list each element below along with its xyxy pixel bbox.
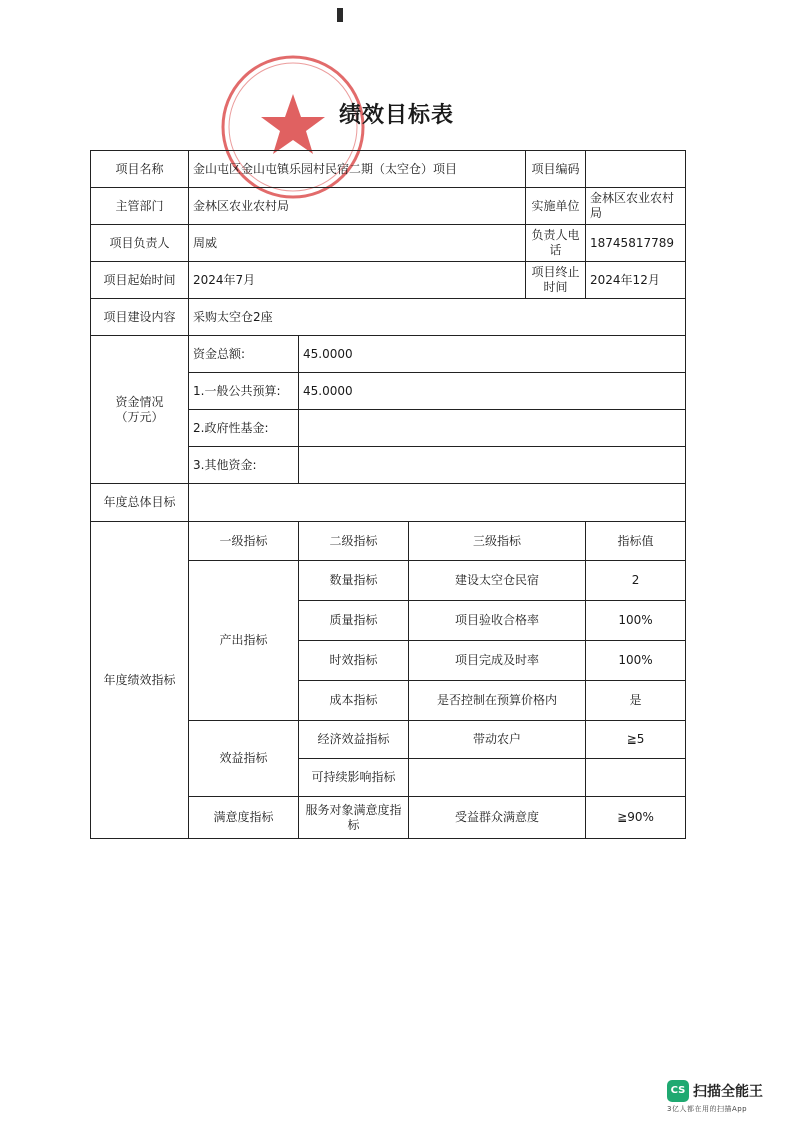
indicator-l3: 受益群众满意度 (409, 797, 586, 839)
indicator-value: 是 (586, 681, 686, 721)
indicator-l2: 质量指标 (299, 601, 409, 641)
funds-row-value (299, 447, 686, 484)
indicator-l3: 是否控制在预算价格内 (409, 681, 586, 721)
indicators-section-label: 年度绩效指标 (91, 522, 189, 839)
indicator-value: 2 (586, 561, 686, 601)
end-value: 2024年12月 (586, 262, 686, 299)
annual-goal-label: 年度总体目标 (91, 484, 189, 522)
scan-mark (337, 8, 343, 22)
dept-value: 金林区农业农村局 (189, 188, 526, 225)
indicator-value (586, 759, 686, 797)
app-name: 扫描全能王 (693, 1084, 763, 1100)
start-label: 项目起始时间 (91, 262, 189, 299)
end-label: 项目终止时间 (526, 262, 586, 299)
content-value: 采购太空仓2座 (189, 299, 686, 336)
project-code-label: 项目编码 (526, 151, 586, 188)
funds-row-name: 3.其他资金: (189, 447, 299, 484)
impl-label: 实施单位 (526, 188, 586, 225)
indicator-l3: 项目完成及时率 (409, 641, 586, 681)
indicator-l2: 成本指标 (299, 681, 409, 721)
dept-label: 主管部门 (91, 188, 189, 225)
funds-unit: （万元） (115, 409, 164, 424)
content-label: 项目建设内容 (91, 299, 189, 336)
funds-label-text: 资金情况 (115, 394, 164, 409)
indicator-l2: 时效指标 (299, 641, 409, 681)
indicator-l2: 服务对象满意度指标 (299, 797, 409, 839)
funds-row-value: 45.0000 (299, 336, 686, 373)
app-tagline: 3亿人都在用的扫描App (667, 1105, 748, 1113)
header-level3: 三级指标 (409, 522, 586, 561)
page-title: 绩效目标表 (338, 103, 454, 128)
leader-value: 周威 (189, 225, 526, 262)
indicator-value: ≧5 (586, 721, 686, 759)
funds-row-value (299, 410, 686, 447)
funds-row-name: 2.政府性基金: (189, 410, 299, 447)
impl-value: 金林区农业农村局 (586, 188, 686, 225)
benefit-indicator-label: 效益指标 (189, 721, 299, 797)
project-code-value (586, 151, 686, 188)
funds-row-name: 资金总额: (189, 336, 299, 373)
project-name-value: 金山屯区金山屯镇乐园村民宿二期（太空仓）项目 (189, 151, 526, 188)
annual-goal-value (189, 484, 686, 522)
header-level1: 一级指标 (189, 522, 299, 561)
indicator-l2: 可持续影响指标 (299, 759, 409, 797)
leader-label: 项目负责人 (91, 225, 189, 262)
phone-label: 负责人电话 (526, 225, 586, 262)
indicator-l3: 项目验收合格率 (409, 601, 586, 641)
funds-label (91, 336, 189, 484)
project-name-label: 项目名称 (91, 151, 189, 188)
output-indicator-label: 产出指标 (189, 561, 299, 721)
indicator-l3: 建设太空仓民宿 (409, 561, 586, 601)
performance-goal-table (90, 150, 686, 839)
indicator-l3: 带动农户 (409, 721, 586, 759)
indicator-l2: 数量指标 (299, 561, 409, 601)
header-value: 指标值 (586, 522, 686, 561)
funds-row-name: 1.一般公共预算: (189, 373, 299, 410)
indicator-value: 100% (586, 641, 686, 681)
cs-logo-icon: CS (667, 1080, 689, 1102)
scanner-watermark (667, 1080, 779, 1116)
satisfaction-indicator-label: 满意度指标 (189, 797, 299, 839)
phone-value: 18745817789 (586, 225, 686, 262)
funds-row-value: 45.0000 (299, 373, 686, 410)
indicator-value: ≧90% (586, 797, 686, 839)
indicator-l2: 经济效益指标 (299, 721, 409, 759)
indicator-l3 (409, 759, 586, 797)
header-level2: 二级指标 (299, 522, 409, 561)
indicator-value: 100% (586, 601, 686, 641)
start-value: 2024年7月 (189, 262, 526, 299)
